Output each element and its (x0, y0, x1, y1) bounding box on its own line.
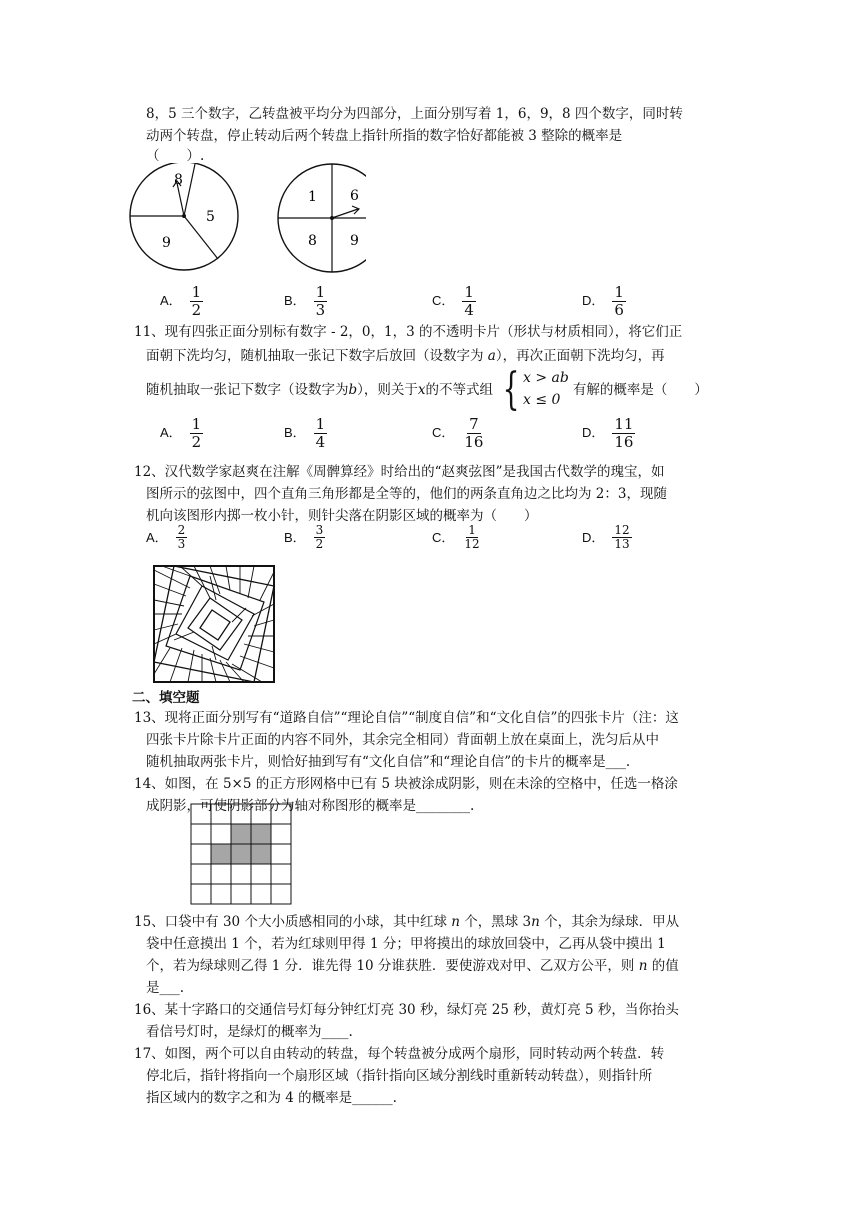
q8-option-d[interactable]: D． $\frac{1}{6}$ (582, 283, 624, 319)
spinner-a-label-5: 5 (206, 209, 215, 225)
spinner-b (278, 164, 366, 272)
q8-text-line3: （ ）. (146, 148, 205, 164)
q12-option-b[interactable]: B． $\frac{3}{2}$ (284, 523, 324, 552)
section-title-fill-in: 二、填空题 (132, 690, 200, 705)
answer-blank[interactable]: ___ (605, 754, 626, 770)
q11-option-a[interactable]: A． $\frac{1}{2}$ (160, 415, 202, 451)
fraction: $\frac{1}{12}$ (464, 523, 480, 552)
q17-text-line2: 停北后，指针将指向一个扇形区域（指针指向区域分割线时重新转动转盘），则指针所 (146, 1068, 653, 1084)
fraction: $\frac{1}{3}$ (315, 283, 326, 319)
q16-text-line1: 16、某十字路口的交通信号灯每分钟红灯亮 30 秒，绿灯亮 25 秒，黄灯亮 5 秒，当你抬头 (134, 1002, 679, 1018)
q8-option-c[interactable]: C． $\frac{1}{4}$ (432, 283, 474, 319)
fraction: $\frac{11}{16}$ (614, 415, 634, 451)
q12-option-d[interactable]: D． $\frac{12}{13}$ (582, 523, 630, 552)
q13-text-line2: 四张卡片除卡片正面的内容不同外，其余完全相同）背面朝上放在桌面上，洗匀后从中 (146, 732, 659, 748)
q15-text-line3: 个，若为绿球则乙得 1 分．谁先得 10 分谁获胜．要使游戏对甲、乙双方公平，则 n 的值 (146, 958, 679, 974)
fraction: $\frac{1}{2}$ (191, 415, 202, 451)
spinner-a (130, 163, 238, 270)
q8-text-line1: 8，5 三个数字，乙转盘被平均分为四部分，上面分别写着 1，6，9，8 四个数字，同时转 (146, 106, 683, 122)
q16-text-line2: 看信号灯时，是绿灯的概率为____. (146, 1024, 353, 1040)
inequality-system: { x > ab x ≤ 0 (502, 364, 569, 415)
answer-blank[interactable]: ____ (321, 1024, 349, 1040)
q17-text-line3: 指区域内的数字之和为 4 的概率是______. (146, 1090, 397, 1106)
q14-text-line1: 14、如图，在 5×5 的正方形网格中已有 5 块被涂成阴影，则在未涂的空格中，任选一格涂 (134, 776, 678, 792)
q15-text-line4: 是___. (146, 980, 185, 996)
q11-option-b[interactable]: B． $\frac{1}{4}$ (284, 415, 326, 451)
fraction: $\frac{1}{4}$ (464, 283, 474, 319)
q12-text-line2: 图所示的弦图中，四个直角三角形都是全等的，他们的两条直角边之比均为 2：3，现随 (146, 486, 667, 502)
q8-text-line2: 动两个转盘，停止转动后两个转盘上指针所指的数字恰好都能被 3 整除的概率是 (146, 128, 623, 144)
fraction: $\frac{1}{6}$ (614, 283, 624, 319)
q8-option-a[interactable]: A． $\frac{1}{2}$ (160, 283, 202, 319)
fraction: $\frac{3}{2}$ (315, 523, 324, 552)
q15-text-line2: 袋中任意摸出 1 个，若为红球则甲得 1 分；甲将摸出的球放回袋中，乙再从袋中摸出 1 (146, 936, 666, 952)
q11-text-line3: 随机抽取一张记下数字（设数字为 b ），则关于 x 的不等式组 { x > ab x ≤ 0 有解的概率是（ ） (146, 364, 708, 415)
q15-text-line1: 15、口袋中有 30 个大小质感相同的小球，其中红球 n 个，黑球 3n 个，其余为绿球．甲从 (134, 914, 680, 930)
five-by-five-grid-figure (190, 803, 292, 905)
q13-text-line3: 随机抽取两张卡片，则恰好抽到写有“文化自信”和“理论自信”的卡片的概率是___. (146, 754, 631, 770)
q17-text-line1: 17、如图，两个可以自由转动的转盘，每个转盘被分成两个扇形，同时转动两个转盘．转 (134, 1046, 665, 1062)
spinner-a-label-9: 9 (162, 235, 171, 251)
q12-option-c[interactable]: C． $\frac{1}{12}$ (432, 523, 480, 552)
q13-text-line1: 13、现将正面分别写有“道路自信”“理论自信”“制度自信”和“文化自信”的四张卡片（注：这 (134, 710, 679, 726)
spinner-b-label-9: 9 (350, 233, 359, 249)
fraction: $\frac{12}{13}$ (614, 523, 630, 552)
fraction: $\frac{2}{3}$ (177, 523, 186, 552)
fraction: $\frac{1}{4}$ (315, 415, 326, 451)
q12-option-a[interactable]: A． $\frac{2}{3}$ (146, 523, 186, 552)
fraction: $\frac{7}{16}$ (464, 415, 484, 451)
answer-blank[interactable]: ________ (416, 798, 470, 814)
spinner-b-label-8: 8 (308, 233, 317, 249)
q11-text-line1: 11、现有四张正面分别标有数字 - 2，0，1，3 的不透明卡片（形状与材质相同），将它们正 (134, 324, 683, 340)
spinner-a-label-8: 8 (174, 172, 183, 188)
fraction: $\frac{1}{2}$ (191, 283, 202, 319)
spinner-b-label-6: 6 (350, 188, 359, 204)
zhao-shuang-chord-figure (150, 564, 278, 684)
q12-text-line3: 机向该图形内掷一枚小针，则针尖落在阴影区域的概率为（ ） (146, 508, 538, 524)
q14-text-line2: 成阴影，可使阴影部分为轴对称图形的概率是________. (146, 798, 475, 814)
q8-option-b[interactable]: B． $\frac{1}{3}$ (284, 283, 326, 319)
answer-blank[interactable]: ___ (159, 980, 180, 996)
q11-option-d[interactable]: D． $\frac{11}{16}$ (582, 415, 634, 451)
q12-text-line1: 12、汉代数学家赵爽在注解《周髀算经》时给出的“赵爽弦图”是我国古代数学的瑰宝，如 (134, 464, 665, 480)
spinner-b-label-1: 1 (308, 189, 317, 205)
q8-spinners-figure (126, 163, 366, 283)
q11-text-line2: 面朝下洗均匀，随机抽取一张记下数字后放回（设数字为 a），再次正面朝下洗均匀，再 (146, 348, 665, 364)
answer-blank[interactable]: ______ (352, 1090, 393, 1106)
q11-option-c[interactable]: C． $\frac{7}{16}$ (432, 415, 484, 451)
